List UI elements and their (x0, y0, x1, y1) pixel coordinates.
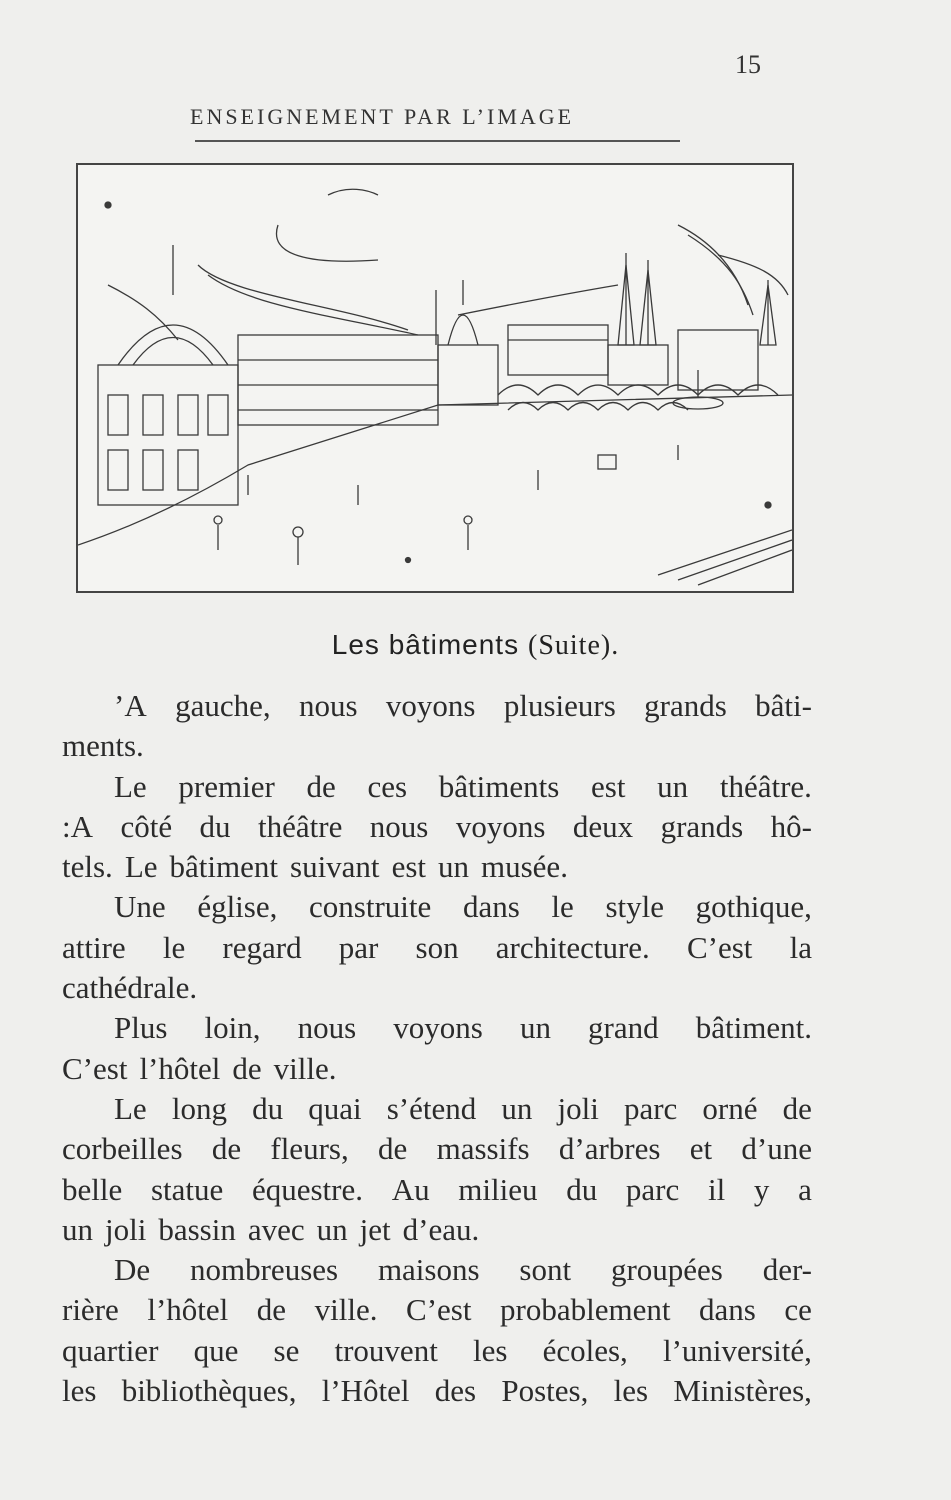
body-line: ’A gauche, nous voyons plusieurs grands bâti- (114, 688, 812, 723)
city-square-illustration (76, 163, 794, 593)
body-line: Le premier de ces bâtiments est un théâtre. (114, 768, 812, 804)
body-line: De nombreuses maisons sont groupées der- (114, 1252, 812, 1288)
body-line: les bibliothèques, l’Hôtel des Postes, les Ministères, (62, 1373, 812, 1409)
section-title (0, 628, 951, 662)
body-line: corbeilles de fleurs, de massifs d’arbres et d’une (62, 1131, 812, 1167)
body-line: Une église, construite dans le style gothique, (114, 889, 812, 925)
city-square-engraving-icon (78, 165, 792, 591)
body-line: C’est l’hôtel de ville. (62, 1050, 337, 1086)
body-line: un joli bassin avec un jet d’eau. (62, 1211, 480, 1247)
body-line: :A côté du théâtre nous voyons deux grands hô- (62, 808, 812, 844)
body-line: quartier que se trouvent les écoles, l’université, (62, 1332, 812, 1368)
body-line: Plus loin, nous voyons un grand bâtiment. (114, 1010, 812, 1046)
body-line: ments. (62, 728, 144, 764)
body-text (62, 686, 812, 1411)
page-number: 15 (735, 50, 761, 79)
body-line: belle statue équestre. Au milieu du parc il y a (62, 1171, 812, 1207)
section-suffix: (Suite). (528, 630, 620, 661)
body-line: Le long du quai s’étend un joli parc orné de (114, 1090, 812, 1126)
body-line: cathédrale. (62, 970, 198, 1006)
body-line: attire le regard par son architecture. C’est la (62, 929, 812, 965)
running-head: ENSEIGNEMENT PAR L’IMAGE (190, 104, 575, 129)
running-head-rule (195, 140, 680, 142)
body-line: tels. Le bâtiment suivant est un musée. (62, 849, 568, 885)
section-heading: Les bâtiments (331, 629, 520, 660)
body-line: rière l’hôtel de ville. C’est probablement dans ce (62, 1292, 812, 1328)
